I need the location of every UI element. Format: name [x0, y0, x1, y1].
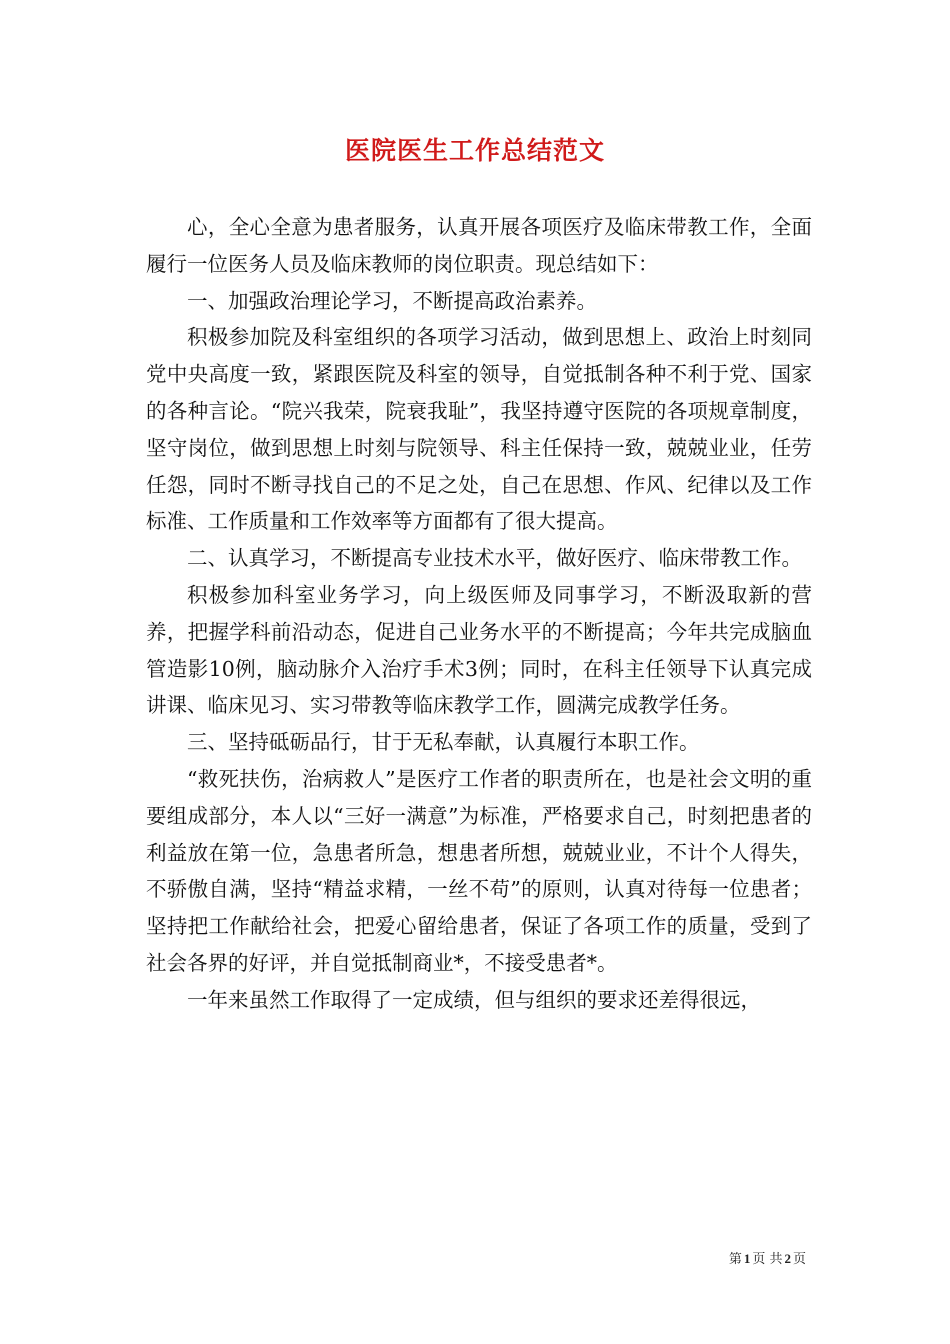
page-number-footer [729, 1248, 806, 1267]
paragraph-section-1: 积极参加院及科室组织的各项学习活动，做到思想上、政治上时刻同党中央高度一致，紧跟医院及科室的领导，自觉抵制各种不利于党、国家的各种言论。“院兴我荣，院衰我耻”，我坚持遵守医院的各项规章制度，坚守岗位，做到思想上时刻与院领导、科主任保持一致，兢兢业业，任劳任怨，同时不断寻找自己的不足之处，自己在思想、作风、纪律以及工作标准、工作质量和工作效率等方面都有了很大提高。 [146, 325, 812, 534]
paragraph-closing: 一年来虽然工作取得了一定成绩，但与组织的要求还差得很远， [187, 987, 761, 1012]
footer-prefix: 第 [728, 1252, 742, 1267]
paragraph-section-2: 积极参加科室业务学习，向上级医师及同事学习，不断汲取新的营养，把握学科前沿动态，促进自己业务水平的不断提高；今年共完成脑血管造影10例，脑动脉介入治疗手术3例；同时，在科主任领导下认真完成讲课、临床见习、实习带教等临床教学工作，圆满完成教学任务。 [146, 582, 812, 718]
paragraph-section-3: “救死扶伤，治病救人”是医疗工作者的职责所在，也是社会文明的重要组成部分，本人以“三好一满意”为标准，严格要求自己，时刻把患者的利益放在第一位，急患者所急，想患者所想，兢兢业业，不计个人得失，不骄傲自满，坚持“精益求精，一丝不苟”的原则，认真对待每一位患者；坚持把工作献给社会，把爱心留给患者，保证了各项工作的质量，受到了社会各界的好评，并自觉抵制商业*，不接受患者*。 [146, 766, 812, 975]
paragraph-intro: 心，全心全意为患者服务，认真开展各项医疗及临床带教工作，全面履行一位医务人员及临床教师的岗位职责。现总结如下： [146, 215, 812, 276]
footer-total-pages: 2 [784, 1251, 791, 1266]
section-heading-2: 二、认真学习，不断提高专业技术水平，做好医疗、临床带教工作。 [187, 546, 802, 571]
page-title: 医院医生工作总结范文 [344, 136, 605, 165]
footer-current-page: 1 [743, 1251, 751, 1266]
section-heading-1: 一、加强政治理论学习，不断提高政治素养。 [187, 288, 597, 313]
section-heading-3: 三、坚持砥砺品行，甘于无私奉献，认真履行本职工作。 [187, 730, 700, 755]
footer-middle: 页 共 [752, 1252, 783, 1267]
footer-suffix: 页 [792, 1252, 806, 1267]
document-body [146, 209, 812, 1019]
